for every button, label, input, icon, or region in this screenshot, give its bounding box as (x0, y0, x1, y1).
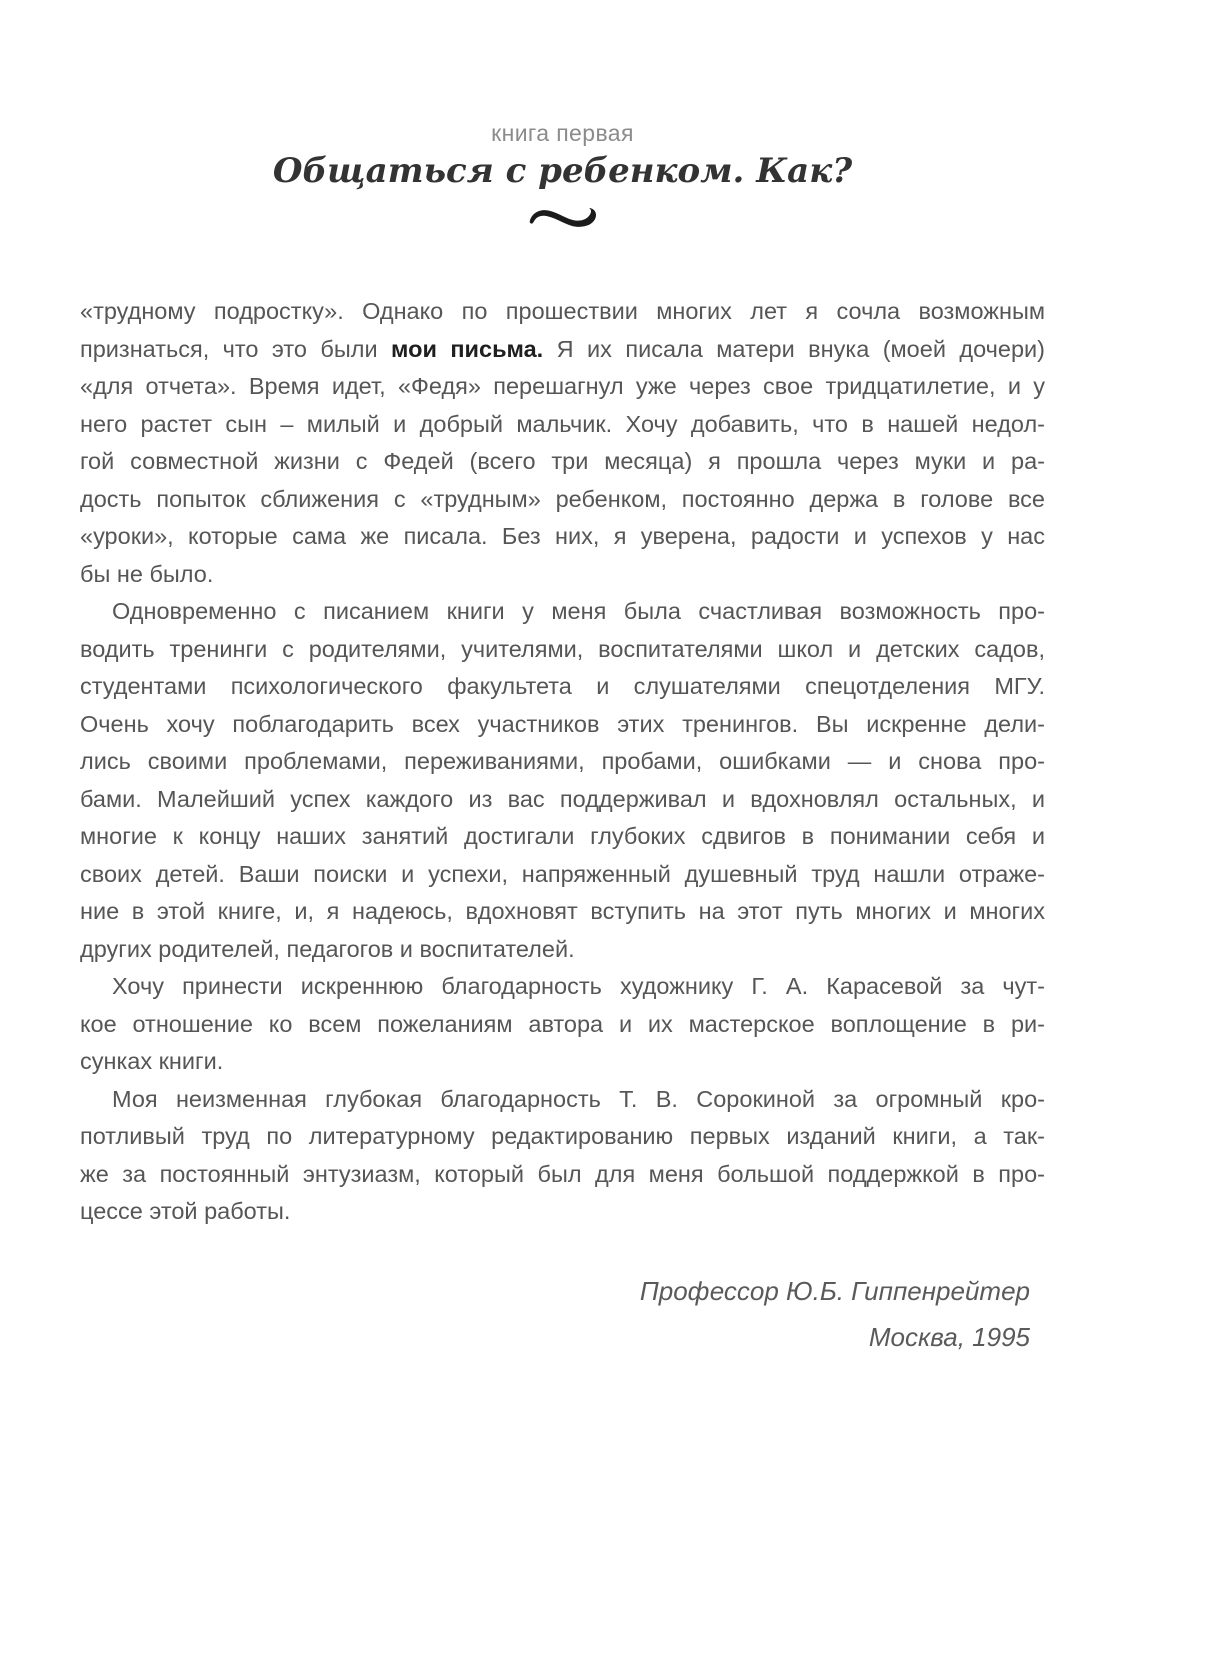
text-line: цессе этой работы. (80, 1198, 291, 1224)
paragraph (80, 968, 1045, 1081)
text-line: бы не было. (80, 560, 214, 587)
text-line: своих детей. Ваши поиски и успехи, напряженный душевный труд нашли отраже- (80, 860, 1045, 887)
text-line: многие к концу наших занятий достигали глубоких сдвигов в понимании себя и (80, 823, 1045, 849)
text-line: него растет сын – милый и добрый мальчик. Хочу добавить, что в нашей недол- (80, 410, 1045, 437)
text-line: лись своими проблемами, переживаниями, пробами, ошибками — и снова про- (80, 748, 1045, 774)
body-text (80, 293, 1045, 1231)
text-line: «уроки», которые сама же писала. Без них, я уверена, радости и успехов у нас (80, 523, 1045, 549)
text-line: бами. Малейший успех каждого из вас поддерживал и вдохновлял остальных, и (80, 785, 1045, 812)
bold-phrase: мои письма. (391, 335, 544, 362)
text-line (80, 331, 1045, 369)
text-line: студентами психологического факультета и слушателями спецотделения МГУ. (80, 673, 1045, 699)
paragraph (80, 1081, 1045, 1231)
text-line: сунках книги. (80, 1048, 224, 1074)
book-part-label: книга первая (491, 120, 634, 146)
text-line: других родителей, педагогов и воспитателей. (80, 935, 575, 962)
signature-place-year: Москва, 1995 (868, 1322, 1030, 1352)
text-line: водить тренинги с родителями, учителями, воспитателями школ и детских садов, (80, 635, 1045, 662)
text-line: кое отношение ко всем пожеланиям автора и их мастерское воплощение в ри- (80, 1010, 1045, 1037)
text-segment: признаться, что это были (80, 335, 392, 362)
signature-block (80, 1268, 1030, 1360)
book-title: Общаться с ребенком. Как? (272, 151, 853, 191)
text-line: «для отчета». Время идет, «Федя» перешагнул уже через свое тридцатилетие, и у (80, 373, 1045, 399)
signature-author: Профессор Ю.Б. Гиппенрейтер (639, 1276, 1030, 1306)
paragraph (80, 593, 1045, 968)
text-segment: Я их писала матери внука (моей дочери) (543, 335, 1045, 362)
text-line: Очень хочу поблагодарить всех участников этих тренингов. Вы искренне дели- (80, 710, 1045, 737)
text-line: гой совместной жизни с Федей (всего три месяца) я прошла через муки и ра- (80, 448, 1045, 474)
text-line: потливый труд по литературному редактированию первых изданий книги, а так- (80, 1123, 1045, 1149)
text-line: «трудному подростку». Однако по прошествии многих лет я сочла возможным (80, 298, 1045, 324)
text-line: Одновременно с писанием книги у меня была счастливая возможность про- (112, 598, 1045, 624)
text-line: Моя неизменная глубокая благодарность Т. В. Сорокиной за огромный кро- (112, 1085, 1045, 1112)
swash-tilde-icon (80, 200, 1045, 238)
text-line: дость попыток сближения с «трудным» ребенком, постоянно держа в голове все (80, 485, 1045, 512)
text-line: Хочу принести искреннюю благодарность художнику Г. А. Карасевой за чут- (112, 973, 1045, 999)
text-line: ние в этой книге, и, я надеюсь, вдохновят вступить на этот путь многих и многих (80, 898, 1045, 924)
page-header (80, 120, 1045, 238)
paragraph (80, 293, 1045, 593)
text-line: же за постоянный энтузиазм, который был для меня большой поддержкой в про- (80, 1160, 1045, 1187)
